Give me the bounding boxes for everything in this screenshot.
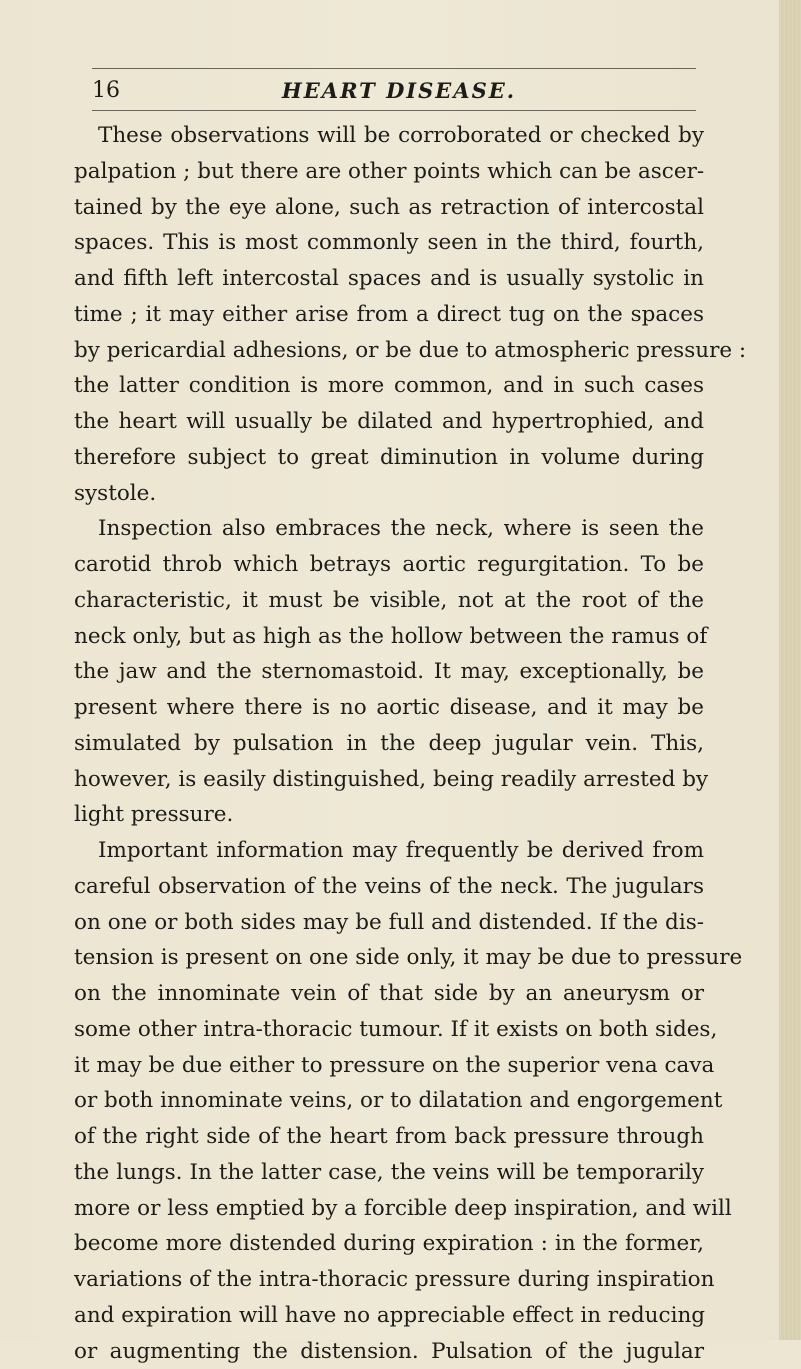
- text-line: spaces. This is most commonly seen in the third, fourth,: [74, 225, 704, 261]
- text-line: become more distended during expiration : in the former,: [74, 1226, 704, 1262]
- text-line: and expiration will have no appreciable effect in reducing: [74, 1298, 704, 1334]
- text-line: some other intra-thoracic tumour. If it exists on both sides,: [74, 1012, 704, 1048]
- text-line: tained by the eye alone, such as retraction of intercostal: [74, 190, 704, 226]
- text-line: These observations will be corroborated or checked by: [74, 118, 704, 154]
- page-edge: [779, 0, 801, 1340]
- text-line: light pressure.: [74, 797, 704, 833]
- text-line: carotid throb which betrays aortic regurgitation. To be: [74, 547, 704, 583]
- text-line: characteristic, it must be visible, not at the root of the: [74, 583, 704, 619]
- text-line: simulated by pulsation in the deep jugular vein. This,: [74, 726, 704, 762]
- text-line: on the innominate vein of that side by an aneurysm or: [74, 976, 704, 1012]
- text-line: time ; it may either arise from a direct tug on the spaces: [74, 297, 704, 333]
- page-header: [92, 76, 696, 106]
- text-line: present where there is no aortic disease, and it may be: [74, 690, 704, 726]
- text-line: systole.: [74, 476, 704, 512]
- header-rule: [92, 110, 696, 111]
- text-line: neck only, but as high as the hollow between the ramus of: [74, 619, 704, 655]
- text-line: variations of the intra-thoracic pressure during inspiration: [74, 1262, 704, 1298]
- text-line: on one or both sides may be full and distended. If the dis-: [74, 905, 704, 941]
- text-line: the lungs. In the latter case, the veins will be temporarily: [74, 1155, 704, 1191]
- text-line: palpation ; but there are other points which can be ascer-: [74, 154, 704, 190]
- text-line: more or less emptied by a forcible deep inspiration, and will: [74, 1191, 704, 1227]
- text-line: or both innominate veins, or to dilatation and engorgement: [74, 1083, 704, 1119]
- text-line: careful observation of the veins of the neck. The jugulars: [74, 869, 704, 905]
- text-line: it may be due either to pressure on the superior vena cava: [74, 1048, 704, 1084]
- text-line: or augmenting the distension. Pulsation of the jugular: [74, 1334, 704, 1369]
- text-line: tension is present on one side only, it may be due to pressure: [74, 940, 704, 976]
- text-line: by pericardial adhesions, or be due to atmospheric pressure :: [74, 333, 704, 369]
- body-text: [74, 118, 704, 1369]
- text-line: and fifth left intercostal spaces and is usually systolic in: [74, 261, 704, 297]
- text-line: therefore subject to great diminution in volume during: [74, 440, 704, 476]
- text-line: Important information may frequently be derived from: [74, 833, 704, 869]
- text-line: however, is easily distinguished, being readily arrested by: [74, 762, 704, 798]
- text-line: the heart will usually be dilated and hypertrophied, and: [74, 404, 704, 440]
- text-line: of the right side of the heart from back pressure through: [74, 1119, 704, 1155]
- running-title: HEART DISEASE.: [92, 76, 696, 106]
- page-number: 16: [92, 76, 120, 106]
- top-rule: [92, 68, 696, 69]
- text-line: the jaw and the sternomastoid. It may, exceptionally, be: [74, 654, 704, 690]
- text-line: Inspection also embraces the neck, where is seen the: [74, 511, 704, 547]
- text-line: the latter condition is more common, and in such cases: [74, 368, 704, 404]
